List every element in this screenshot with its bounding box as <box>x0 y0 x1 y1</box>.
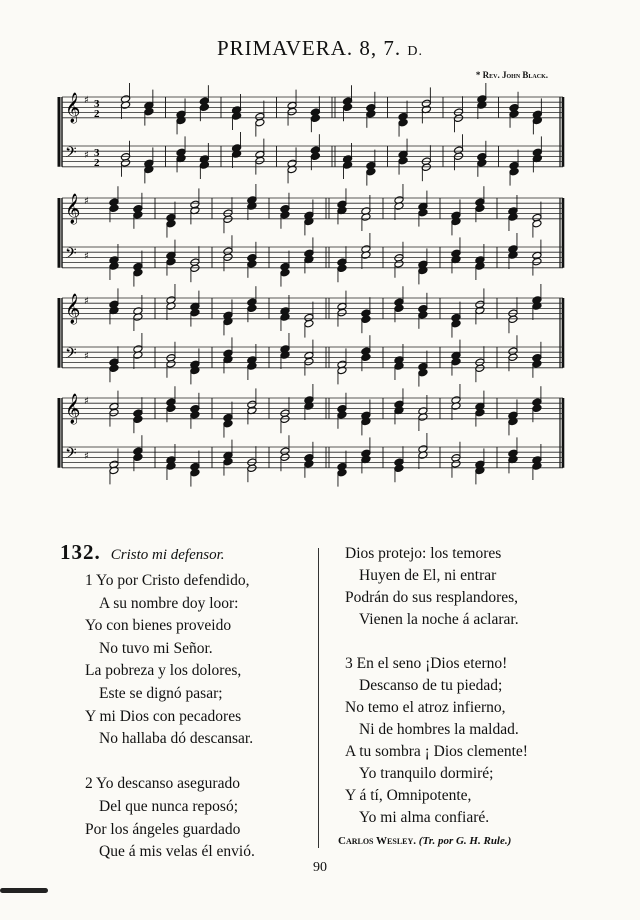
credit-translator: (Tr. por G. H. Rule.) <box>418 835 512 847</box>
verse-line: 3 En el seno ¡Dios eterno! <box>345 655 508 672</box>
tune-name: PRIMAVERA. <box>216 36 354 60</box>
bass-clef-icon: 𝄢 <box>65 144 77 165</box>
credit-author: Carlos Wesley. <box>338 835 417 847</box>
verse-line: Y á tí, Omnipotente, <box>345 787 472 804</box>
verse-line: Este se dignó pasar; <box>99 685 223 702</box>
key-signature-sharp-icon: ♯ <box>84 95 89 106</box>
key-signature-sharp-icon: ♯ <box>84 296 89 307</box>
hymn-number: 132. <box>60 540 101 564</box>
hymn-heading <box>60 540 225 565</box>
key-signature-sharp-icon: ♯ <box>84 351 89 362</box>
treble-clef-icon: 𝄞 <box>65 93 81 123</box>
bass-clef-icon: 𝄢 <box>65 245 77 266</box>
time-signature-top: 3 <box>94 98 100 110</box>
verse-line: 2 Yo descanso asegurado <box>85 775 240 793</box>
key-signature-sharp-icon: ♯ <box>84 396 89 407</box>
treble-clef-icon: 𝄞 <box>65 394 81 424</box>
verse-line: Huyen de El, ni entrar <box>359 567 497 584</box>
page-number: 90 <box>313 860 327 875</box>
verse-line: Que á mis velas él envió. <box>99 843 255 861</box>
bass-clef-icon: 𝄢 <box>65 345 77 366</box>
verse-line: Yo tranquilo dormiré; <box>359 765 494 782</box>
tune-meter-d: D. <box>407 44 424 59</box>
hymn-credit <box>338 835 511 847</box>
treble-clef-icon: 𝄞 <box>65 194 81 224</box>
time-signature-bottom: 2 <box>94 157 100 169</box>
verse-line: Yo con bienes proveido <box>85 617 232 635</box>
verse-line: No tuvo mi Señor. <box>99 639 213 657</box>
verse-line: Descanso de tu piedad; <box>359 677 503 694</box>
verse-line: Podrán do sus resplandores, <box>345 589 519 606</box>
tune-meter: 8, 7. <box>359 36 402 60</box>
key-signature-sharp-icon: ♯ <box>84 451 89 462</box>
key-signature-sharp-icon: ♯ <box>84 196 89 207</box>
verse-line: Yo mi alma confiaré. <box>359 809 490 826</box>
verse-line: 1 Yo por Cristo defendido, <box>85 572 250 589</box>
verse-line: Vienen la noche á aclarar. <box>359 611 519 628</box>
key-signature-sharp-icon: ♯ <box>84 150 89 161</box>
tune-author: * Rev. John Black. <box>475 70 548 80</box>
verse-line: No temo el atroz infierno, <box>345 699 506 716</box>
column-divider <box>318 548 319 848</box>
key-signature-sharp-icon: ♯ <box>84 251 89 262</box>
verse-line: No hallaba dó descansar. <box>99 730 254 748</box>
time-signature-bottom: 2 <box>94 108 100 120</box>
ink-smudge <box>0 888 48 893</box>
treble-clef-icon: 𝄞 <box>65 294 81 324</box>
verse-line: A su nombre doy loor: <box>99 594 239 612</box>
verse-line: Por los ángeles guardado <box>85 820 241 838</box>
verse-line: Dios protejo: los temores <box>345 545 502 562</box>
verse-line: Y mi Dios con pecadores <box>85 707 242 725</box>
verse-line: Del que nunca reposó; <box>99 798 239 815</box>
verse-line: Ni de hombres la maldad. <box>359 721 519 738</box>
verse-line: La pobreza y los dolores, <box>85 662 242 680</box>
time-signature-top: 3 <box>94 147 100 159</box>
verse-line: A tu sombra ¡ Dios clemente! <box>345 743 528 760</box>
hymn-name: Cristo mi defensor. <box>110 547 225 563</box>
bass-clef-icon: 𝄢 <box>65 445 77 466</box>
